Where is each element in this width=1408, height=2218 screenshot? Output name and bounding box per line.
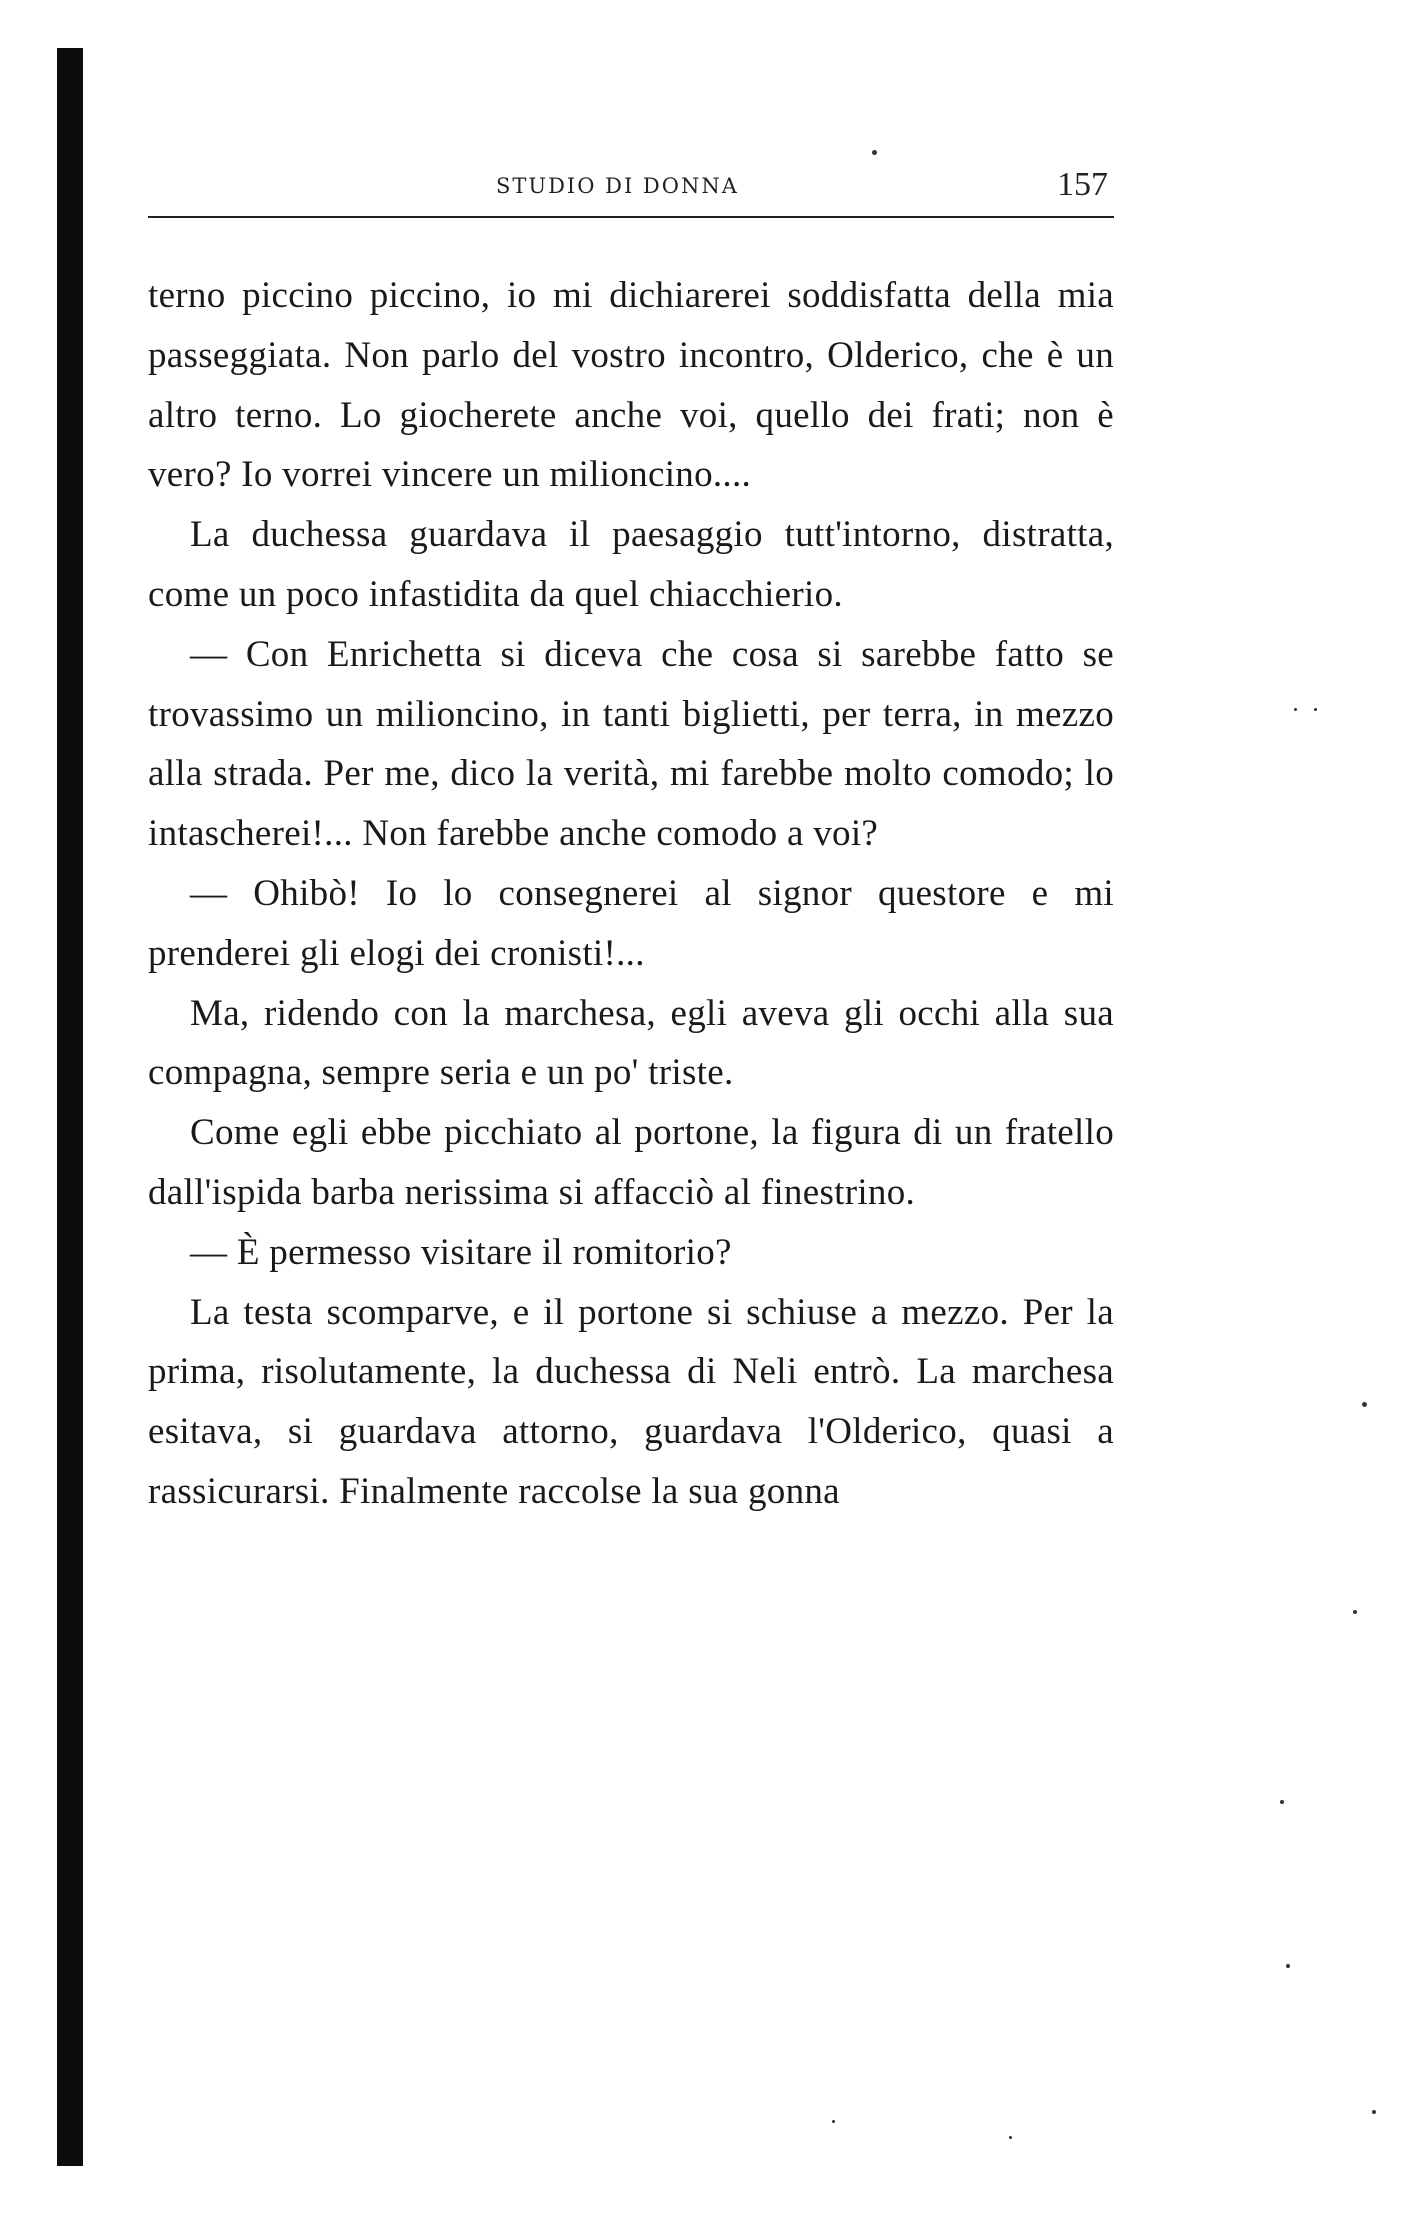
print-speck [1294,708,1297,711]
paragraph: — Con Enrichetta si diceva che cosa si sarebbe fatto se trovassimo un milioncino, in tanti biglietti, per terra, in mezzo alla strada. Per me, dico la verità, mi farebbe molto comodo; lo intascherei!... Non farebbe anche comodo a voi? [148,633,1114,855]
paragraph: Ma, ridendo con la marchesa, egli aveva gli occhi alla sua compagna, sempre seria e un po' triste. [148,992,1114,1094]
print-speck [1286,1964,1290,1968]
page-spine-shadow [57,48,83,2166]
print-speck [1009,2136,1012,2139]
print-speck [1280,1800,1284,1804]
print-speck [872,150,877,155]
paragraph: Come egli ebbe picchiato al portone, la figura di un fratello dall'ispida barba nerissima si affacciò al finestrino. [148,1112,1114,1213]
print-speck [1372,2110,1376,2114]
page-number: 157 [1057,166,1108,203]
running-title: STUDIO DI DONNA [496,174,739,198]
print-speck [1353,1610,1357,1614]
paragraph: — È permesso visitare il romitorio? [190,1231,732,1273]
running-head [148,166,1114,218]
print-speck [832,2120,835,2123]
print-speck [1314,708,1317,711]
body-text [148,266,1114,1522]
paragraph: terno piccino piccino, io mi dichiarerei soddisfatta della mia passeggiata. Non parlo del vostro incontro, Olderico, che è un altro terno. Lo giocherete anche voi, quello dei frati; non è vero? Io vorrei vincere un milioncino.... [148,275,1114,496]
paragraph: La duchessa guardava il paesaggio tutt'intorno, distratta, come un poco infastidita da quel chiacchierio. [148,514,1114,615]
paragraph: — Ohibò! Io lo consegnerei al signor questore e mi prenderei gli elogi dei cronisti!... [148,872,1114,974]
paragraph: La testa scomparve, e il portone si schiuse a mezzo. Per la prima, risolutamente, la duchessa di Neli entrò. La marchesa esitava, si guardava attorno, guardava l'Olderico, quasi a rassicurarsi. Finalmente raccolse la sua gonna [148,1291,1114,1512]
print-speck [1362,1402,1367,1407]
